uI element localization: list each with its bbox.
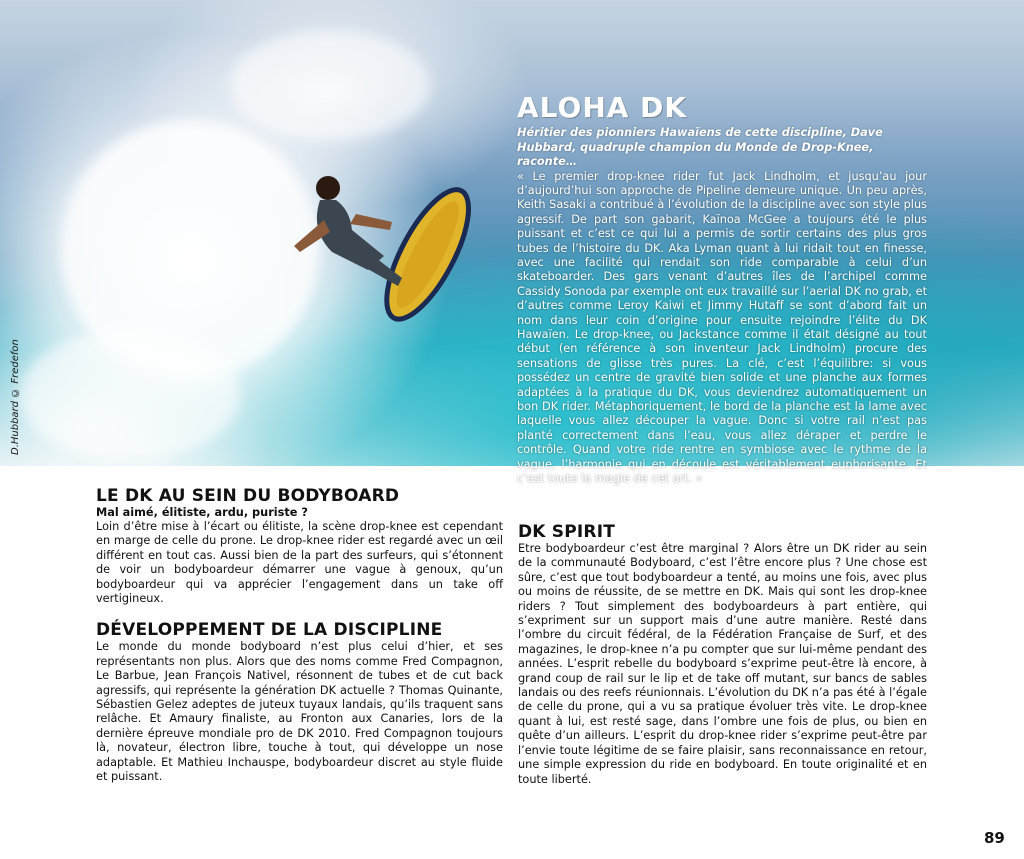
wave-spray: [230, 30, 430, 140]
aloha-dk-box: [517, 92, 927, 486]
section-subheading: Mal aimé, élitiste, ardu, puriste ?: [96, 506, 308, 519]
section-body-developpement: Le monde du monde bodyboard n’est plus celui d’hier, et ses représentants non plus. Alors que des noms comme Fred Compagnon, Le Barbue, Jean François Nativel, résonnent de tubes et de cut back agressifs, qui représente la génération DK actuelle ? Thomas Quinante, Sébastien Gelez adeptes de juteux tuyaux landais, qu’ils traquent sans relâche. Et Amaury finaliste, au Fronton aux Canaries, lors de la dernière épreuve mondiale pro de DK 2010. Fred Compagnon toujours là, novateur, électron libre, touche à tout, qui développe un nose adaptable. Et Mathieu Inchauspe, bodyboardeur discret au style fluide et puissant.: [96, 640, 503, 784]
section-heading-developpement: DÉVELOPPEMENT DE LA DISCIPLINE: [96, 620, 443, 641]
section-heading-dk-spirit: DK SPIRIT: [518, 522, 616, 542]
aloha-body: « Le premier drop-knee rider fut Jack Lindholm, et jusqu’au jour d’aujourd’hui son approche de Pipeline demeure unique. Un peu après, Keith Sasaki a contribué à l’évolution de la discipline avec son style plus agressif. De part son gabarit, Kaïnoa McGee a toujours été le plus puissant et c’est ce qui lui a permis de sortir certains des plus gros tubes de l’histoire du DK. Aka Lyman quant à lui ridait tout en finesse, avec une facilité qui rendait son ride comparable à celui d’un skateboarder. Des gars venant d’autres îles de l’archipel comme Cassidy Sonoda par exemple ont eux travaillé sur l’aerial DK no grab, et d’autres comme Leroy Kaiwi et Jimmy Hutaff se sont d’abord fait un nom dans leur coin d’origine pour ensuite rejoindre l’élite du DK Hawaïen. Le drop-knee, ou Jackstance comme il était désigné au tout début (en référence à son inventeur Jack Lindholm) procure des sensations de glisse très pures. La clé, c’est l’équilibre: si vous possédez un centre de gravité bien solide et une planche aux formes adaptées à la pratique du DK, vous deviendrez automatiquement un bon DK rider. Métaphoriquement, le bord de la planche est la lame avec laquelle vous allez découper la vague. Donc si votre rail n’est pas planté correctement dans l’eau, vous allez déraper et perdre le contrôle. Quand votre ride rentre en symbiose avec le rythme de la vague, l’harmonie qui en découle est véritablement euphorisante. Et c’est toute la magie de cet art. »: [517, 169, 927, 486]
surfer-illustration: [280, 160, 490, 340]
aloha-title: ALOHA DK: [517, 91, 688, 124]
right-column: [518, 522, 927, 787]
page-number: 89: [984, 829, 1005, 847]
aloha-lead: Héritier des pionniers Hawaïens de cette discipline, Dave Hubbard, quadruple champion du Monde de Drop-Knee, raconte…: [517, 126, 883, 168]
section-heading-dk-bodyboard: LE DK AU SEIN DU BODYBOARD: [96, 486, 400, 506]
wave-spray: [20, 330, 240, 460]
photo-credit: D.Hubbard © Fredefon: [10, 339, 21, 455]
left-column: [96, 486, 503, 785]
section-body-dk-spirit: Etre bodyboardeur c’est être marginal ? Alors être un DK rider au sein de la communauté Bodyboard, c’est l’être encore plus ? Une chose est sûre, c’est que tout bodyboardeur a tenté, au moins une fois, avec plus ou moins de réussite, de se mettre en DK. Mais qui sont les drop-knee riders ? Tout simplement des bodyboardeurs à part entière, qui s’expriment sur un support mais d’une autre manière. Resté dans l’ombre du circuit fédéral, de la Fédération Française de Surf, et des magazines, le drop-knee n’a pu compter que sur lui-même pendant des années. L’esprit rebelle du bodyboard s’exprime peut-être là encore, à grand coup de rail sur le lip et de take off mutant, sur bancs de sables landais ou des reefs réunionnais. L’évolution du DK n’a pas été à l’égale de celle du prone, qui a vu sa pratique évoluer très vite. Le drop-knee quant à lui, est resté sage, dans l’ombre une fois de plus, ou bien en quête d’un ailleurs. L’esprit du drop-knee rider s’exprime peut-être par l’envie toute légitime de se faire plaisir, sans reconnaissance en retour, une simple expression du ride en bodyboard. En toute originalité et en toute liberté.: [518, 542, 927, 786]
section-body-dk-bodyboard: Loin d’être mise à l’écart ou élitiste, la scène drop-knee est cependant en marge de celle du prone. Le drop-knee rider est regardé avec un œil différent en tout cas. Aussi bien de la part des surfeurs, qui s’étonnent de voir un bodyboardeur démarrer une vague à genoux, qu’un bodyboardeur qui va apprécier l’engagement dans un take off vertigineux.: [96, 520, 503, 606]
